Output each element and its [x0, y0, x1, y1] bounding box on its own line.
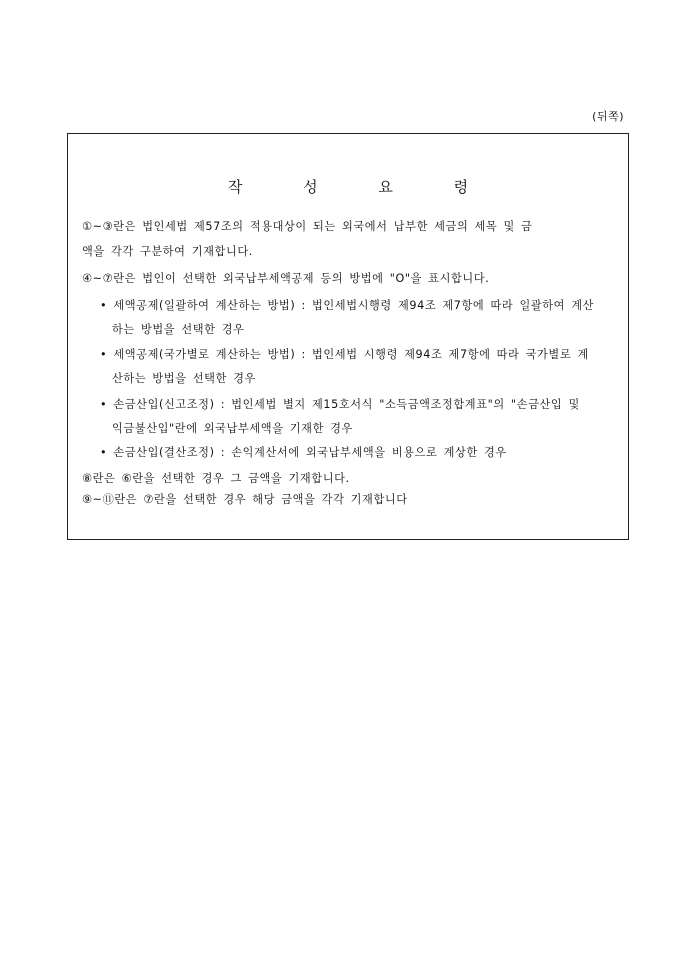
instruction-line: ⑨~⑪란은 ⑦란을 선택한 경우 해당 금액을 각각 기재합니다 — [82, 493, 408, 506]
instruction-bullet: • 세액공제(일괄하여 계산하는 방법) : 법인세법시행령 제94조 제7항에 따라 일괄하여 계산 — [100, 299, 595, 312]
instruction-bullet: • 손금산입(결산조정) : 손익계산서에 외국납부세액을 비용으로 계상한 경우 — [100, 446, 507, 459]
instructions-box — [67, 133, 629, 540]
instruction-line: ④~⑦란은 법인이 선택한 외국납부세액공제 등의 방법에 "O"을 표시합니다. — [82, 272, 490, 285]
page-side-label: (뒤쪽) — [592, 110, 624, 123]
instructions-title: 작 성 요 령 — [227, 178, 497, 196]
instruction-bullet: • 세액공제(국가별로 계산하는 방법) : 법인세법 시행령 제94조 제7항에 따라 국가별로 계 — [100, 348, 589, 361]
instruction-line: ⑧란은 ⑥란을 선택한 경우 그 금액을 기재합니다. — [82, 472, 350, 485]
instruction-bullet: • 손금산입(신고조정) : 법인세법 별지 제15호서식 "소득금액조정합계표"의 "손금산입 및 — [100, 398, 580, 411]
instruction-line: ①~③란은 법인세법 제57조의 적용대상이 되는 외국에서 납부한 세금의 세목 및 금 — [82, 220, 533, 233]
instruction-line: 하는 방법을 선택한 경우 — [112, 323, 245, 336]
instruction-line: 익금불산입"란에 외국납부세액을 기재한 경우 — [112, 422, 353, 435]
instruction-line: 액을 각각 구분하여 기재합니다. — [82, 245, 253, 258]
instruction-line: 산하는 방법을 선택한 경우 — [112, 372, 256, 385]
